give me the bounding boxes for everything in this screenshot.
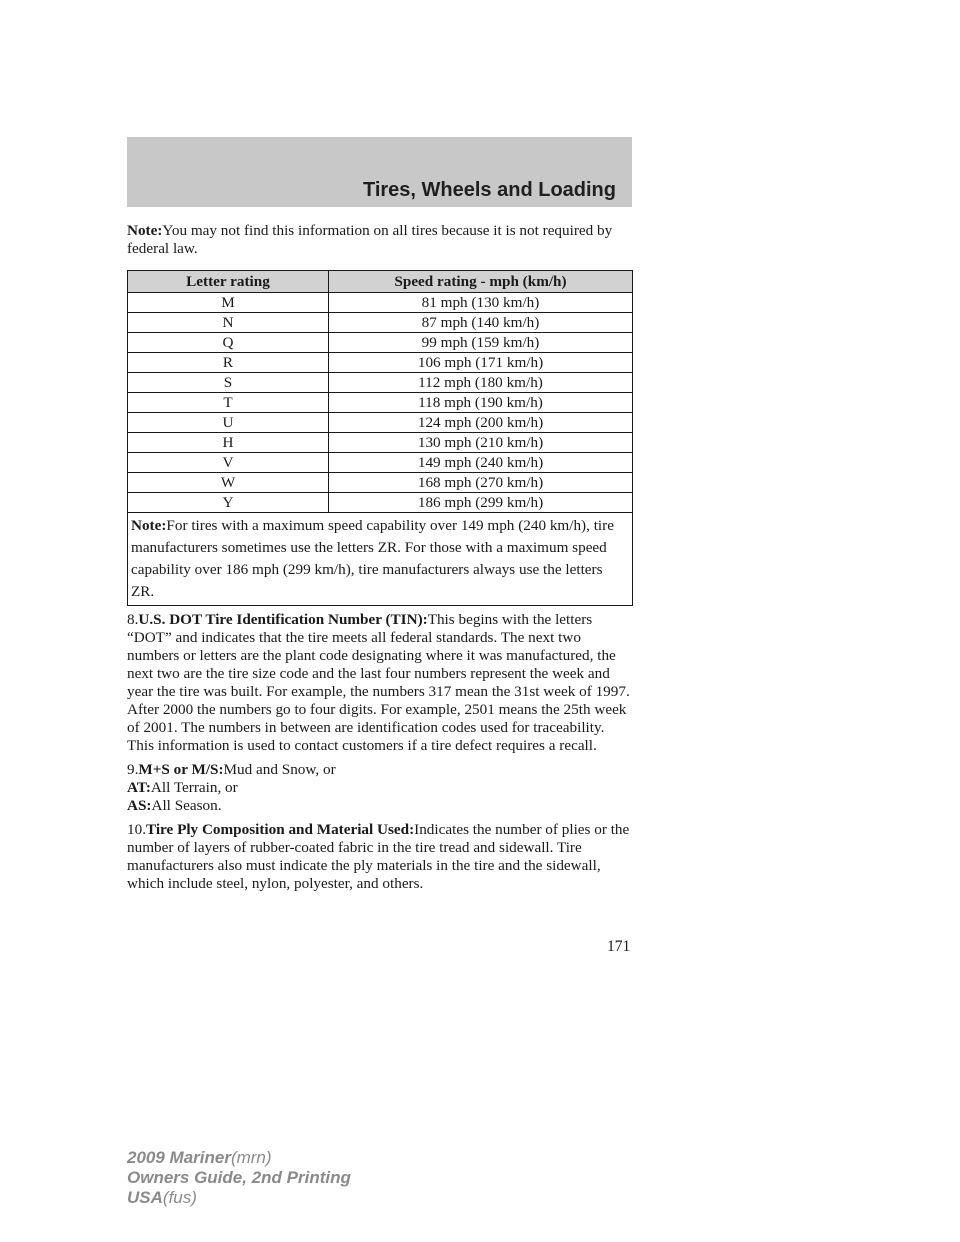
footer-model-code: (mrn) <box>230 1148 272 1167</box>
item-number: 9. <box>127 761 139 778</box>
section-header-band <box>127 137 632 207</box>
letter-cell: H <box>128 433 329 453</box>
footer-line-model <box>127 1148 351 1168</box>
column-header-letter: Letter rating <box>128 271 329 293</box>
letter-cell: T <box>128 393 329 413</box>
item-text: All Season. <box>151 797 222 814</box>
letter-cell: Y <box>128 493 329 513</box>
intro-note <box>127 222 633 258</box>
footer-line-guide: Owners Guide, 2nd Printing <box>127 1168 351 1187</box>
table-row <box>128 433 633 453</box>
intro-note-label: Note: <box>127 222 163 239</box>
item-as <box>127 797 633 815</box>
speed-cell: 112 mph (180 km/h) <box>329 373 633 393</box>
footer <box>127 1148 351 1208</box>
speed-cell: 87 mph (140 km/h) <box>329 313 633 333</box>
table-row <box>128 313 633 333</box>
letter-cell: Q <box>128 333 329 353</box>
item-label: Tire Ply Composition and Material Used: <box>145 821 415 838</box>
item-text: All Terrain, or <box>150 779 238 796</box>
letter-cell: R <box>128 353 329 373</box>
intro-note-text: You may not find this information on all tires because it is not required by federal law. <box>127 222 613 257</box>
table-note-row <box>128 513 633 606</box>
letter-cell: N <box>128 313 329 333</box>
speed-cell: 149 mph (240 km/h) <box>329 453 633 473</box>
speed-cell: 130 mph (210 km/h) <box>329 433 633 453</box>
item-text: This begins with the letters “DOT” and indicates that the tire meets all federal standards. The next two numbers or letters are the plant code designating where it was manufactured, the next two are the tire size code and the last four numbers represent the week and year the tire was built. For example, the numbers 317 mean the 31st week of 1997. After 2000 the numbers go to four digits. For example, 2501 means the 25th week of 2001. The numbers in between are identification codes used for traceability. This information is used to contact customers if a tire defect requires a recall. <box>127 611 630 754</box>
item-number: 8. <box>127 611 139 628</box>
footer-line-region <box>127 1188 351 1208</box>
page-content <box>127 222 633 893</box>
table-row <box>128 413 633 433</box>
table-row <box>128 453 633 473</box>
item-ply <box>127 821 633 893</box>
letter-cell: M <box>128 293 329 313</box>
letter-cell: W <box>128 473 329 493</box>
item-text: Mud and Snow, or <box>223 761 336 778</box>
letter-cell: U <box>128 413 329 433</box>
page-number: 171 <box>607 938 631 955</box>
table-note-label: Note: <box>131 517 167 534</box>
table-row <box>128 333 633 353</box>
table-row <box>128 373 633 393</box>
column-header-speed: Speed rating - mph (km/h) <box>329 271 633 293</box>
speed-cell: 118 mph (190 km/h) <box>329 393 633 413</box>
item-tin <box>127 611 633 755</box>
letter-cell: S <box>128 373 329 393</box>
table-row <box>128 473 633 493</box>
speed-cell: 168 mph (270 km/h) <box>329 473 633 493</box>
table-note <box>128 513 633 606</box>
item-ms <box>127 761 633 779</box>
section-title: Tires, Wheels and Loading <box>362 179 616 201</box>
table-header-row <box>128 271 633 293</box>
item-label: U.S. DOT Tire Identification Number (TIN): <box>138 611 428 628</box>
item-text: Indicates the number of plies or the number of layers of rubber-coated fabric in the tire tread and sidewall. Tire manufacturers also must indicate the ply materials in the tire and the sidewall, which include steel, nylon, polyester, and others. <box>127 821 630 892</box>
item-label: AT: <box>127 779 151 796</box>
speed-rating-table <box>127 270 633 606</box>
speed-cell: 106 mph (171 km/h) <box>329 353 633 373</box>
item-at <box>127 779 633 797</box>
table-row <box>128 293 633 313</box>
speed-cell: 186 mph (299 km/h) <box>329 493 633 513</box>
speed-cell: 124 mph (200 km/h) <box>329 413 633 433</box>
footer-model: 2009 Mariner <box>127 1148 231 1167</box>
table-row <box>128 493 633 513</box>
table-row <box>128 353 633 373</box>
speed-cell: 99 mph (159 km/h) <box>329 333 633 353</box>
letter-cell: V <box>128 453 329 473</box>
item-label: M+S or M/S: <box>138 761 224 778</box>
footer-region-code: (fus) <box>162 1188 197 1207</box>
speed-cell: 81 mph (130 km/h) <box>329 293 633 313</box>
table-note-text: For tires with a maximum speed capability over 149 mph (240 km/h), tire manufacturers sometimes use the letters ZR. For those with a maximum speed capability over 186 mph (299 km/h), tire manufacturers always use the letters ZR. <box>131 517 614 600</box>
table-row <box>128 393 633 413</box>
item-label: AS: <box>127 797 152 814</box>
footer-region: USA <box>127 1188 163 1207</box>
item-number: 10. <box>127 821 146 838</box>
